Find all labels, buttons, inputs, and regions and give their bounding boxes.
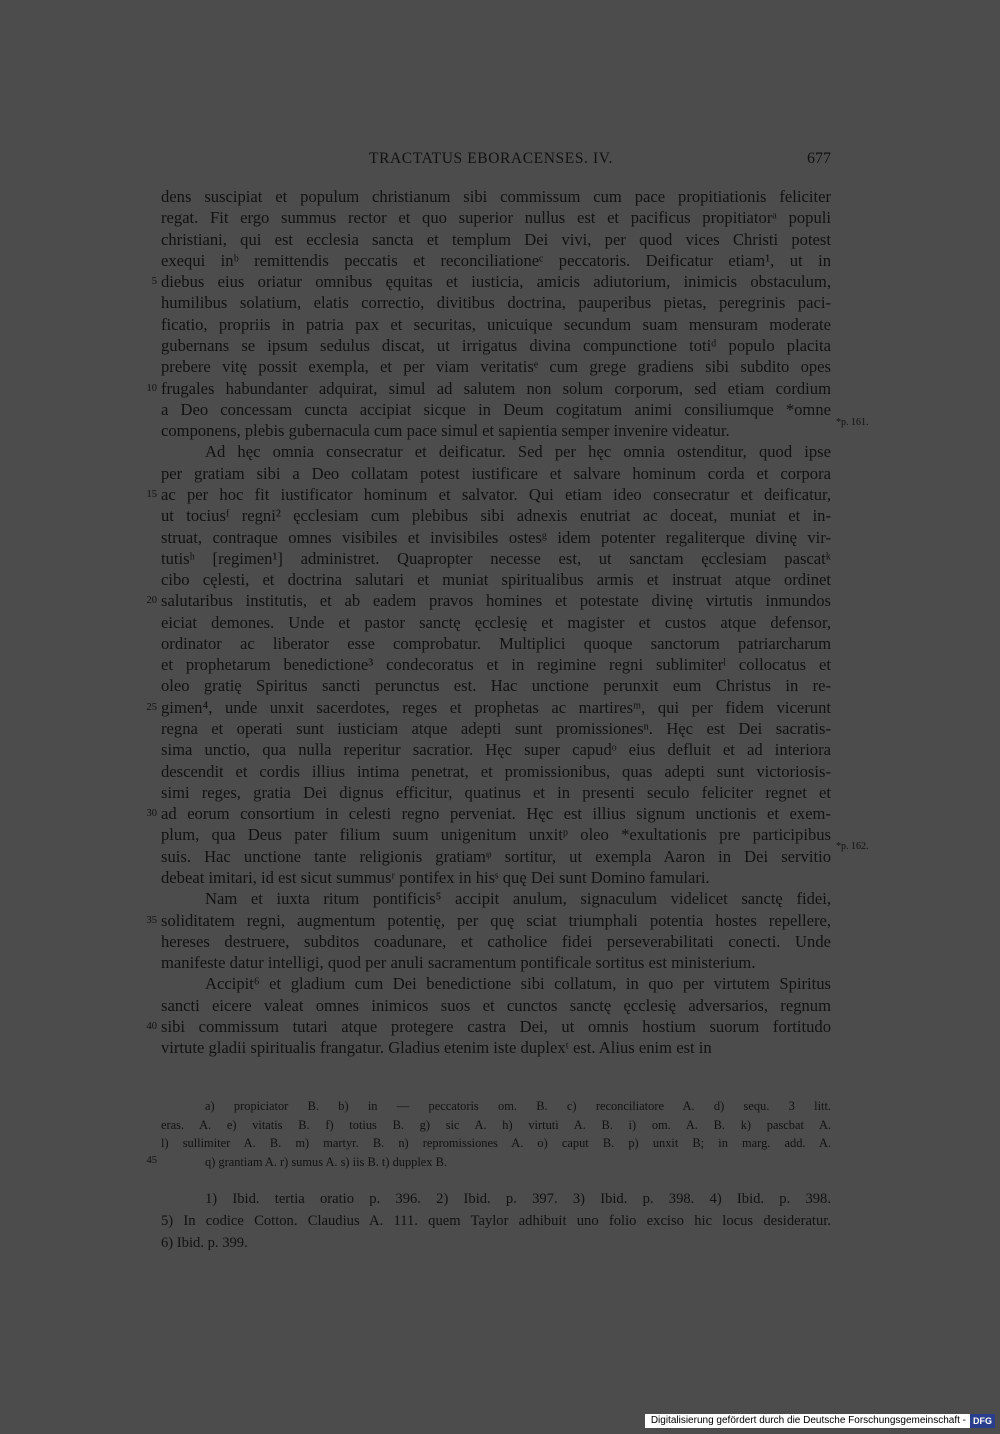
text-line: sancti eicere valeat omnes inimicos suos et cunctos sanctę ęcclesię adversarios, regnum bbox=[161, 995, 831, 1015]
text-line: humilibus solatium, elatis correctio, divitibus doctrina, pauperibus pietas, peregrinis paci- bbox=[161, 293, 831, 313]
variant-note: a) propiciator B. b) in — peccatoris om. B. c) reconciliatore A. d) sequ. 3 litt. bbox=[205, 1099, 831, 1113]
text-line: descendit et cordis illius intima penetrat, et promissionibus, quas adepti sunt victoriosis- bbox=[161, 761, 831, 781]
line-number: 15 bbox=[146, 488, 157, 500]
text-line: a Deo concessam cuncta accipiat sicque in Deum cogitatum animi consiliumque *omne bbox=[161, 399, 831, 419]
text-line: ordinator ac liberator esse comprobatur. Multiplici quoque sanctorum patriarcharum bbox=[161, 633, 831, 653]
text-line: manifeste datur intelligi, quod per anuli sacramentum pontificale sortitus est ministerium. bbox=[161, 953, 756, 973]
text-line: hereses destruere, subditos coadunare, et catholice fidei perseverabilitati conecti. Unde bbox=[161, 931, 831, 951]
text-line: gimen⁴, unde unxit sacerdotes, reges et prophetas ac martiresᵐ, qui per fidem vicerunt bbox=[161, 697, 831, 717]
text-line: simi reges, gratia Dei dignus efficitur, quatinus et in presenti seculo feliciter regnet et bbox=[161, 782, 831, 802]
variant-note: eras. A. e) vitatis B. f) totius B. g) sic A. h) virtuti A. B. i) om. A. B. k) pascbat A. bbox=[161, 1117, 831, 1132]
text-line: struat, contraque omnes visibiles et invisibiles ostesᵍ idem potenter regaliterque divinę vir- bbox=[161, 527, 831, 547]
text-line: eiciat demones. Unde et pastor sanctę ęcclesię et magister et custos atque defensor, bbox=[161, 612, 831, 632]
text-line: Ad hęc omnia consecratur et deificatur. Sed per hęc omnia ostenditur, quod ipse bbox=[205, 442, 831, 462]
text-line: sima unctio, qua nulla reperitur sacratior. Hęc super capudᵒ eius defluit et ad interiora bbox=[161, 740, 831, 760]
text-line: regna et operati sunt iusticiam atque adepti sunt promissionesⁿ. Hęc est Dei sacratis- bbox=[161, 719, 831, 738]
text-line: soliditatem regni, augmentum potentię, per quę sciat triumphali potentia hostes repellere, bbox=[161, 910, 831, 930]
page-number: 677 bbox=[807, 150, 831, 167]
source-note: 1) Ibid. tertia oratio p. 396. 2) Ibid. p. 397. 3) Ibid. p. 398. 4) Ibid. p. 398. bbox=[205, 1191, 831, 1207]
running-header bbox=[161, 150, 831, 172]
text-line: salutaribus institutis, et ab eadem pravos homines et potestate divinę virtutis inmundos bbox=[161, 591, 831, 611]
line-number: 5 bbox=[151, 276, 157, 288]
line-number: 25 bbox=[146, 701, 157, 713]
text-line: debeat imitari, id est sicut summusʳ pontifex in hisˢ quę Dei sunt Domino famulari. bbox=[161, 868, 710, 887]
text-line: ut tociusᶠ regni² ęcclesiam cum plebibus sibi adnexis enutriat ac doceat, muniat et in- bbox=[161, 506, 831, 526]
text-line: cibo cęlesti, et doctrina salutari et muniat spiritualibus armis et instruat atque ordinet bbox=[161, 570, 831, 589]
footer-text: Digitalisierung gefördert durch die Deutsche Forschungsgemeinschaft - bbox=[650, 1415, 966, 1426]
text-line: Nam et iuxta ritum pontificis⁵ accipit anulum, signaculum videlicet sanctę fidei, bbox=[205, 889, 831, 909]
text-line: ad eorum consortium in celesti regno perveniat. Hęc est illius signum unctionis et exem- bbox=[161, 804, 831, 824]
text-line: prebere vitę possit exempla, et per viam veritatisᵉ cum grege gradiens sibi subdito opes bbox=[161, 357, 831, 377]
text-line: diebus eius oriatur omnibus ęquitas et iusticia, amicis adiutorium, inimicis obstaculum, bbox=[161, 272, 831, 292]
text-line: tutisʰ [regimen¹] administret. Quapropter necesse est, ut sanctam ęcclesiam pascatᵏ bbox=[161, 548, 831, 568]
line-number: 35 bbox=[146, 914, 157, 926]
text-line: suis. Hac unctione tante religionis gratiamᵠ sortitur, ut exempla Aaron in Dei servitio bbox=[161, 846, 831, 866]
line-number: 40 bbox=[146, 1020, 157, 1032]
text-line: frugales habundanter adquirat, simul ad salutem non solum corporum, sed etiam cordium bbox=[161, 378, 831, 398]
text-line: exequi inᵇ remittendis peccatis et reconciliationeᶜ peccatoris. Deificatur etiam¹, ut in bbox=[161, 250, 831, 270]
text-line: per gratiam sibi a Deo collatam potest iustificare et salvare hominum corda et corpora bbox=[161, 463, 831, 483]
line-number: 10 bbox=[146, 382, 157, 394]
running-title: TRACTATUS EBORACENSES. IV. bbox=[369, 150, 614, 167]
text-line: oleo gratię Spiritus sancti perunctus est. Hac unctione perunxit eum Christus in re- bbox=[161, 676, 831, 696]
text-line: componens, plebis gubernacula cum pace simul et sapientia semper invenire videatur. bbox=[161, 421, 730, 441]
text-line: christiani, qui est ecclesia sancta et templum Dei vivi, per quod vices Christi potest bbox=[161, 229, 831, 249]
source-note: 6) Ibid. p. 399. bbox=[161, 1235, 248, 1251]
text-line: gubernans se ipsum sedulus discat, ut irrigatus divina compunctione totiᵈ populo placita bbox=[161, 336, 831, 355]
text-line: plum, qua Deus pater filium suum unigenitum unxitᵖ oleo *exultationis pre participibus bbox=[161, 825, 831, 845]
text-line: et prophetarum benedictione³ condecoratus et in regimine regni sublimiterˡ collocatus et bbox=[161, 655, 831, 675]
margin-note-page-ref: *p. 162. bbox=[836, 841, 869, 852]
line-number: 20 bbox=[146, 595, 157, 607]
dfg-logo: DFG bbox=[970, 1414, 995, 1428]
variant-note: l) sullimiter A. B. m) martyr. B. n) repromissiones A. o) caput B. p) unxit B; in marg. add. A. bbox=[161, 1136, 831, 1150]
margin-note-page-ref: *p. 161. bbox=[836, 417, 869, 428]
line-number: 30 bbox=[146, 808, 157, 820]
funding-footer bbox=[645, 1414, 995, 1428]
variant-note: q) grantiam A. r) sumus A. s) iis B. t) dupplex B. bbox=[205, 1154, 447, 1169]
text-line: virtute gladii spiritualis frangatur. Gladius etenim iste duplexᵗ est. Alius enim est in bbox=[161, 1038, 712, 1058]
text-line: sibi commissum tutari atque protegere castra Dei, ut omnis hostium suorum fortitudo bbox=[161, 1016, 831, 1036]
text-line: Accipit⁶ et gladium cum Dei benedictione sibi collatum, in quo per virtutem Spiritus bbox=[205, 974, 831, 994]
text-line: ac per hoc fit iustificator hominum et salvator. Qui etiam ideo consecratur et deificatur, bbox=[161, 484, 831, 504]
text-line: regat. Fit ergo summus rector et quo superior nullus est et pacificus propitiatorᵃ populi bbox=[161, 208, 831, 228]
source-note: 5) In codice Cotton. Claudius A. 111. quem Taylor adhibuit uno folio exciso hic locus desideratur. bbox=[161, 1213, 831, 1229]
text-line: dens suscipiat et populum christianum sibi commissum cum pace propitiationis feliciter bbox=[161, 187, 831, 206]
text-line: ficatio, propriis in patria pax et securitas, unicuique secundum suam mensuram moderate bbox=[161, 314, 831, 334]
line-number: 45 bbox=[146, 1155, 157, 1166]
